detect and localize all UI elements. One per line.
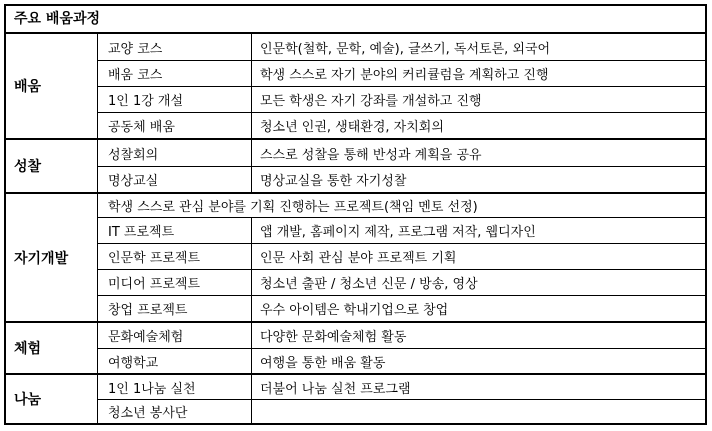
table-row [98,375,705,399]
row-desc: 앱 개발, 홈페이지 제작, 프로그램 저작, 웹디자인 [260,225,536,240]
row-desc: 학생 스스로 자기 분야의 커리큘럼을 계획하고 진행 [260,68,549,83]
row-name: IT 프로젝트 [98,218,252,243]
row-name: 창업 프로젝트 [98,296,252,321]
row-desc: 스스로 성찰을 통해 반성과 계획을 공유 [260,147,482,163]
table-title: 주요 배움과정 [6,6,705,34]
row-name: 인문학 프로젝트 [98,244,252,269]
row-name: 문화예술체험 [98,323,252,348]
table-row [98,60,705,86]
table-row [98,194,705,217]
row-desc: 인문학(철학, 문학, 예술), 글쓰기, 독서토론, 외국어 [260,41,551,57]
row-desc: 여행을 통한 배움 활동 [260,355,386,371]
table-row [98,243,705,269]
category-self-development: 자기개발 [6,194,98,321]
row-desc: 청소년 출판 / 청소년 신문 / 방송, 영상 [260,277,478,292]
row-span-desc: 학생 스스로 관심 분야를 기획 진행하는 프로젝트(책임 멘토 선정) [108,200,478,215]
table-row [98,269,705,295]
table-row [98,323,705,348]
row-name: 1인 1나눔 실천 [98,375,252,399]
row-desc [252,400,705,423]
table-row [98,112,705,138]
table-row [98,86,705,112]
row-desc: 청소년 인권, 생태환경, 자치회의 [260,120,444,135]
row-desc: 우수 아이템은 학내기업으로 창업 [260,303,449,318]
row-name: 1인 1강 개설 [98,87,252,112]
table-row [98,348,705,373]
row-name: 교양 코스 [98,34,252,60]
row-name: 여행학교 [98,349,252,373]
row-name: 성찰회의 [98,140,252,166]
row-name: 배움 코스 [98,61,252,86]
table-row [98,295,705,321]
category-sharing: 나눔 [6,375,98,423]
row-desc: 명상교실을 통한 자기성찰 [260,174,407,189]
table-row [98,166,705,192]
category-experience: 체험 [6,323,98,373]
row-name: 명상교실 [98,167,252,192]
curriculum-table [4,4,707,425]
row-desc: 모든 학생은 자기 강좌를 개설하고 진행 [260,94,482,109]
row-name: 공동체 배움 [98,113,252,138]
row-desc: 더불어 나눔 실천 프로그램 [260,381,411,397]
category-learning: 배움 [6,34,98,138]
category-reflection: 성찰 [6,140,98,192]
table-row [98,140,705,166]
row-desc: 인문 사회 관심 분야 프로젝트 기획 [260,251,457,266]
table-row [98,217,705,243]
row-name: 미디어 프로젝트 [98,270,252,295]
table-row [98,399,705,423]
row-desc: 다양한 문화예술체험 활동 [260,330,407,345]
table-row [98,34,705,60]
row-name: 청소년 봉사단 [98,400,252,423]
